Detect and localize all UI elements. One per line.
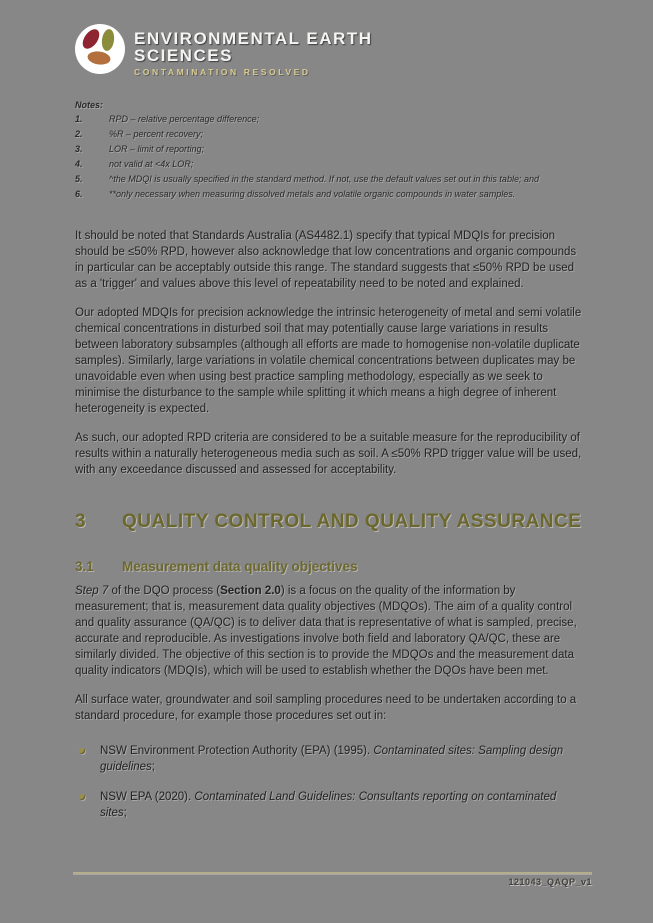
paragraph-sampling-procedures: All surface water, groundwater and soil sampling procedures need to be undertaken according to a standard procedure, for example those procedures set out in: bbox=[75, 694, 577, 722]
paragraph-standards-australia: It should be noted that Standards Australia (AS4482.1) specify that typical MDQIs for precision should be ≤50% RPD, however also acknowledge that low concentrations and organic compounds in particular can be acceptably outside this range. The standard suggests that ≤50% RPD be used as a 'trigger' and values above this level of repeatability need to be noted and explained. bbox=[75, 230, 577, 290]
document-id: 121043_QAQP_v1 bbox=[508, 877, 592, 887]
section-heading-3 bbox=[75, 511, 587, 533]
company-logo-text bbox=[134, 24, 373, 77]
note-text: not valid at <4x LOR; bbox=[109, 159, 194, 169]
note-item bbox=[75, 172, 587, 187]
bullet-text: NSW EPA (2020). Contaminated Land Guidelines: Consultants reporting on contaminated sites; bbox=[100, 791, 557, 819]
page-footer bbox=[73, 872, 592, 887]
note-item bbox=[75, 157, 587, 172]
subsection-number: 3.1 bbox=[75, 559, 94, 574]
note-text: LOR – limit of reporting; bbox=[109, 144, 205, 154]
note-item bbox=[75, 142, 587, 157]
company-logo-leaves-icon bbox=[75, 24, 125, 74]
list-item bbox=[75, 743, 587, 775]
bullet-text: NSW Environment Protection Authority (EPA) (1995). Contaminated sites: Sampling design guidelines; bbox=[100, 745, 564, 773]
paragraph-adopted-mdqis: Our adopted MDQIs for precision acknowledge the intrinsic heterogeneity of metal and semi volatile chemical concentrations in disturbed soil that may potentially cause large variations in results between laboratory subsamples (although all efforts are made to homogenise non-volatile duplicate samples). Similarly, large variations in volatile chemical concentrations between duplicates may be unavoidable even when using best practice sampling methodology, especially as we seek to minimise the disturbance to the sample while splitting it which means a high degree of inherent heterogeneity is expected. bbox=[75, 307, 582, 415]
company-name-line1: ENVIRONMENTAL EARTH bbox=[134, 29, 373, 48]
section-title: QUALITY CONTROL AND QUALITY ASSURANCE bbox=[122, 511, 582, 532]
note-number: 4. bbox=[75, 159, 83, 169]
letterhead bbox=[75, 24, 587, 77]
footer-divider bbox=[73, 872, 592, 874]
note-item bbox=[75, 127, 587, 142]
company-tagline: CONTAMINATION RESOLVED bbox=[134, 67, 311, 77]
paragraph-rpd-criteria: As such, our adopted RPD criteria are considered to be a suitable measure for the reproducibility of results within a naturally heterogeneous media such as soil. A ≤50% RPD trigger value will be used, with any exceedance discussed and assessed for acceptability. bbox=[75, 432, 582, 476]
note-number: 1. bbox=[75, 114, 83, 124]
note-text: %R – percent recovery; bbox=[109, 129, 204, 139]
note-number: 5. bbox=[75, 174, 83, 184]
notes-block bbox=[75, 99, 587, 202]
note-number: 6. bbox=[75, 189, 83, 199]
notes-label: Notes: bbox=[75, 100, 104, 110]
company-name-line2: SCIENCES bbox=[134, 46, 233, 65]
note-text: ^the MDQI is usually specified in the standard method. If not, use the default values set out in this table; and bbox=[109, 174, 539, 184]
note-item bbox=[75, 187, 587, 202]
subsection-title: Measurement data quality objectives bbox=[122, 559, 358, 574]
subsection-heading-3-1 bbox=[75, 559, 587, 574]
note-text: RPD – relative percentage difference; bbox=[109, 114, 260, 124]
note-item bbox=[75, 112, 587, 127]
note-number: 2. bbox=[75, 129, 83, 139]
bullet-icon bbox=[75, 743, 100, 775]
list-item bbox=[75, 789, 587, 821]
note-number: 3. bbox=[75, 144, 83, 154]
paragraph-dqo-step7: Step 7 of the DQO process (Section 2.0) is a focus on the quality of the information by measurement; that is, measurement data quality objectives (MDQOs). The aim of a quality control and quality assurance (QA/QC) is to deliver data that is representative of what is sampled, precise, accurate and reproducible. As investigations involve both field and laboratory QA/QC, these are similarly divided. The objective of this section is to provide the MDQOs and the measurement data quality indicators (MDQIs), which will be used to establish whether the DQOs have been met. bbox=[75, 585, 577, 677]
bullet-icon bbox=[75, 789, 100, 821]
note-text: **only necessary when measuring dissolved metals and volatile organic compounds in water samples. bbox=[109, 189, 516, 199]
section-number: 3 bbox=[75, 511, 87, 532]
reference-bullet-list bbox=[75, 743, 587, 821]
